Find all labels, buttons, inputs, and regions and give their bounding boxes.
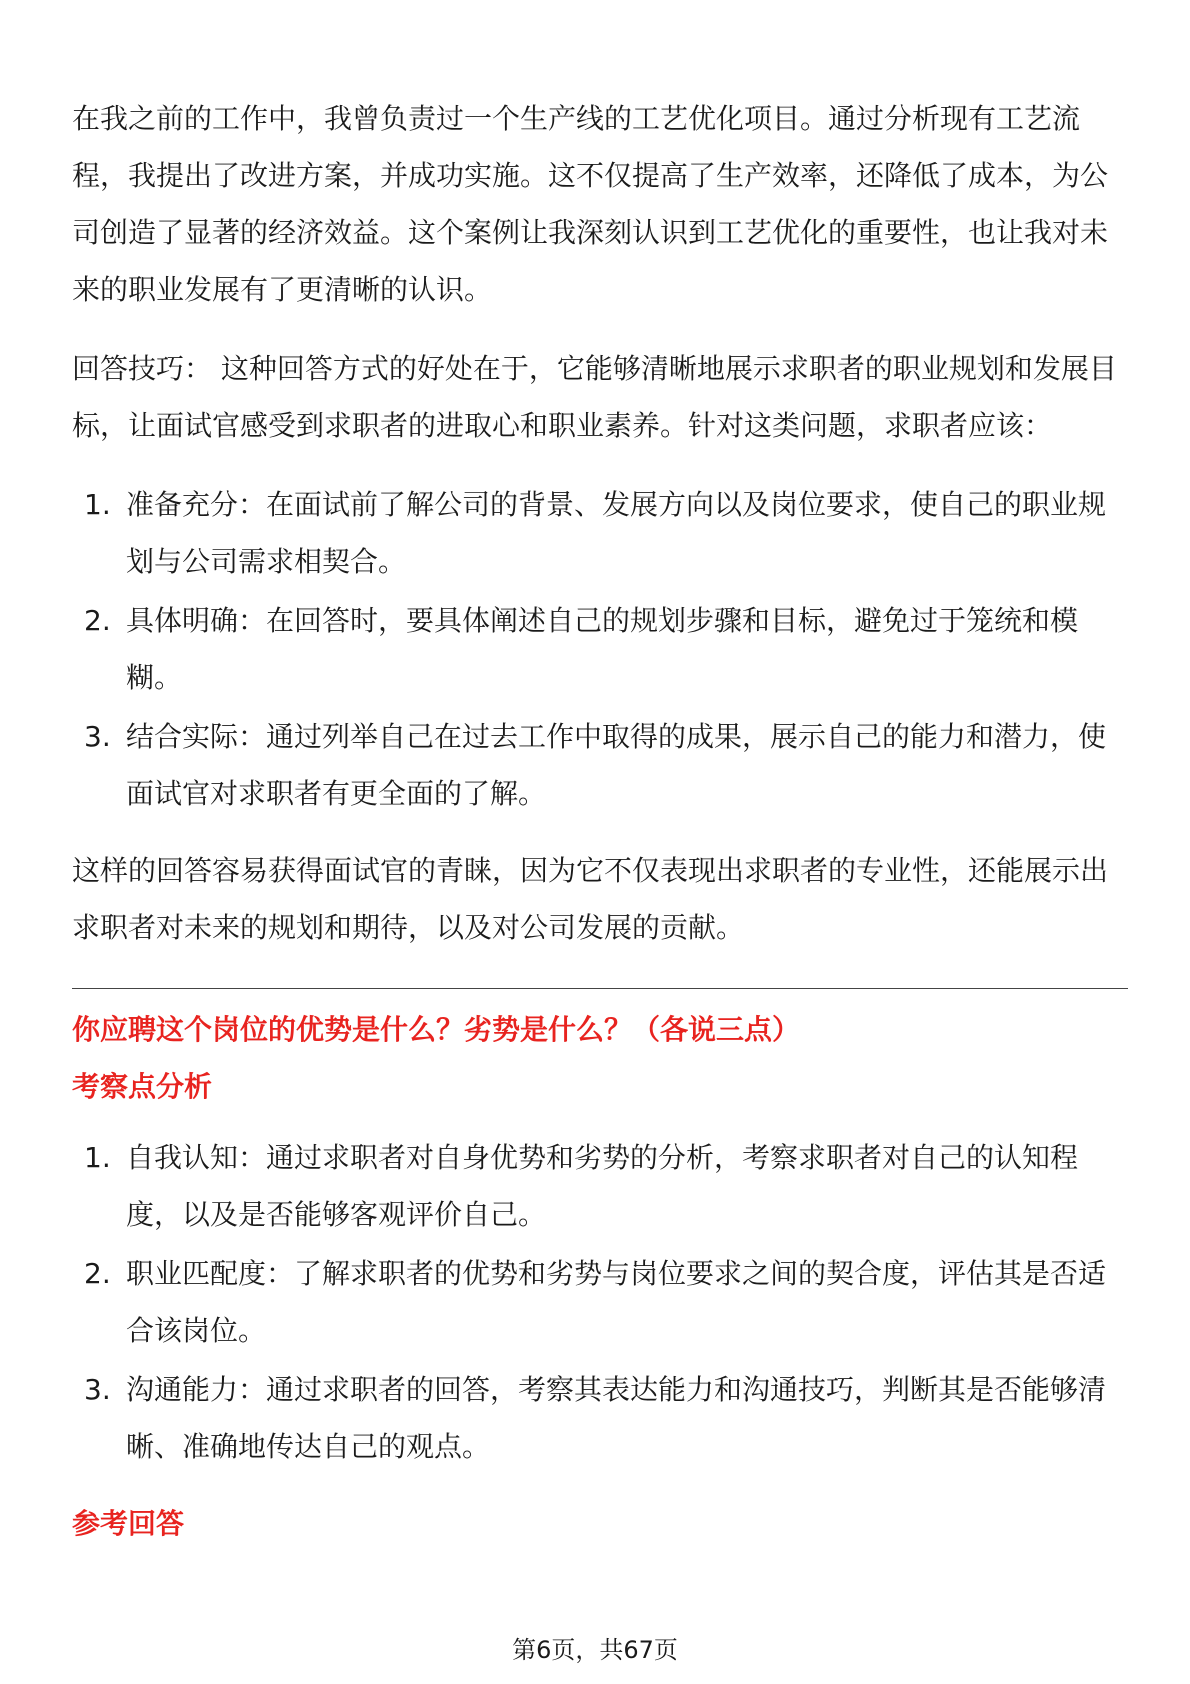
list-item xyxy=(72,476,1128,590)
conclusion-paragraph: 这样的回答容易获得面试官的青睐，因为它不仅表现出求职者的专业性，还能展示出求职者对未来的规划和期待，以及对公司发展的贡献。 xyxy=(72,854,1109,944)
list-item xyxy=(72,1245,1128,1359)
analysis-list xyxy=(72,1129,1128,1475)
list-item xyxy=(72,708,1128,822)
document-page xyxy=(72,90,1128,1552)
list-item xyxy=(72,592,1128,706)
section-divider xyxy=(72,988,1128,989)
reference-heading: 参考回答 xyxy=(72,1507,185,1540)
list-item-text: 准备充分：在面试前了解公司的背景、发展方向以及岗位要求，使自己的职业规划与公司需求相契合。 xyxy=(126,488,1107,578)
tips-list xyxy=(72,476,1128,822)
page-footer: 第6页，共67页 xyxy=(512,1636,678,1664)
list-item-number: 1. xyxy=(84,1141,111,1174)
analysis-heading: 考察点分析 xyxy=(72,1070,213,1103)
list-item xyxy=(72,1361,1128,1475)
list-item-number: 2. xyxy=(84,1257,111,1290)
list-item-text: 沟通能力：通过求职者的回答，考察其表达能力和沟通技巧，判断其是否能够清晰、准确地传达自己的观点。 xyxy=(126,1373,1107,1463)
list-item-text: 职业匹配度：了解求职者的优势和劣势与岗位要求之间的契合度，评估其是否适合该岗位。 xyxy=(126,1257,1107,1347)
list-item-number: 2. xyxy=(84,604,111,637)
list-item-number: 3. xyxy=(84,720,111,753)
tips-paragraph: 回答技巧： 这种回答方式的好处在于，它能够清晰地展示求职者的职业规划和发展目标，让面试官感受到求职者的进取心和职业素养。针对这类问题，求职者应该： xyxy=(72,352,1117,442)
list-item-text: 自我认知：通过求职者对自身优势和劣势的分析，考察求职者对自己的认知程度，以及是否能够客观评价自己。 xyxy=(126,1141,1079,1231)
list-item-text: 结合实际：通过列举自己在过去工作中取得的成果，展示自己的能力和潜力，使面试官对求职者有更全面的了解。 xyxy=(126,720,1107,810)
list-item-text: 具体明确：在回答时，要具体阐述自己的规划步骤和目标，避免过于笼统和模糊。 xyxy=(126,604,1079,694)
list-item-number: 1. xyxy=(84,488,111,521)
question-heading: 你应聘这个岗位的优势是什么？劣势是什么？（各说三点） xyxy=(72,1013,801,1046)
list-item-number: 3. xyxy=(84,1373,111,1406)
list-item xyxy=(72,1129,1128,1243)
intro-paragraph: 在我之前的工作中，我曾负责过一个生产线的工艺优化项目。通过分析现有工艺流程，我提出了改进方案，并成功实施。这不仅提高了生产效率，还降低了成本，为公司创造了显著的经济效益。这个案例让我深刻认识到工艺优化的重要性，也让我对未来的职业发展有了更清晰的认识。 xyxy=(72,102,1109,306)
